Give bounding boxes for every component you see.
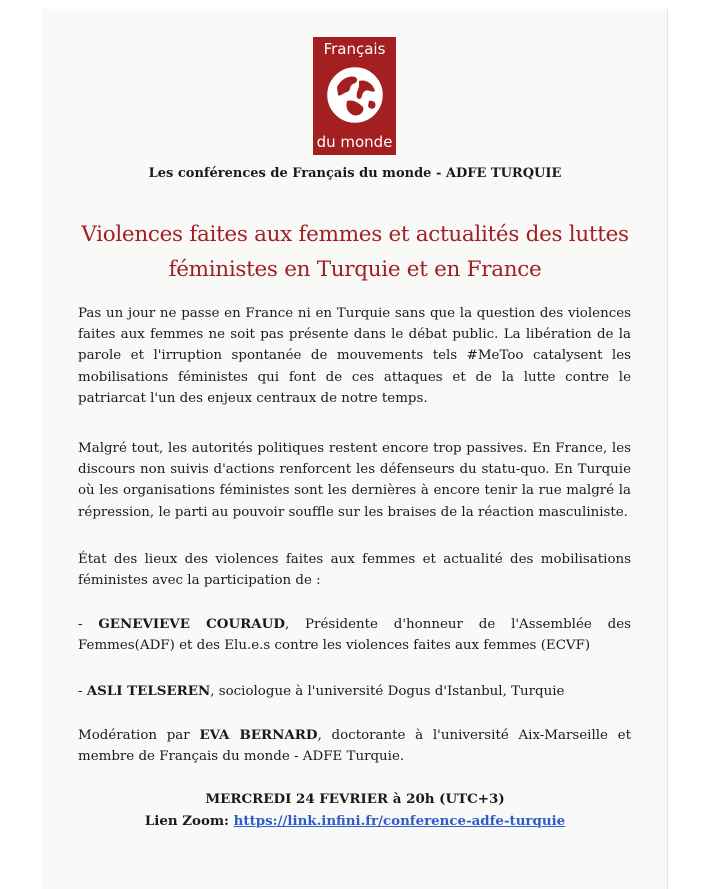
intro-paragraph: Pas un jour ne passe en France ni en Turquie sans que la question des violences faites aux femmes ne soit pas présente dans le débat public. La libération de la parole et l'irruption spontanée de mouvements tels #MeToo catalysent les mobilisations féministes qui font de ces attaques et de la lutte contre le patriarcat l'un des enjeux centraux de notre temps. xyxy=(78,306,631,406)
speaker-entry xyxy=(78,614,631,656)
zoom-line xyxy=(42,813,668,829)
speaker-name: ASLI TELSEREN xyxy=(86,683,211,699)
context-paragraph: Malgré tout, les autorités politiques restent encore trop passives. En France, les discours non suivis d'actions renforcent les défenseurs du statu-quo. En Turquie où les organisations féministes sont les dernières à encore tenir la rue malgré la répression, le parti au pouvoir souffle sur les braises de la réaction masculiniste. xyxy=(78,441,631,520)
moderation-prefix: Modération par xyxy=(78,728,200,743)
speaker-bullet: - xyxy=(78,617,99,632)
moderator-name: EVA BERNARD xyxy=(199,727,318,743)
speaker-entry xyxy=(78,681,631,702)
moderation-paragraph xyxy=(78,725,631,767)
logo-text-bottom: du monde xyxy=(316,133,393,151)
conference-series-heading: Les conférences de Français du monde - ADFE TURQUIE xyxy=(148,166,562,181)
document-page xyxy=(42,9,668,889)
page-title xyxy=(62,217,648,287)
speaker-name: GENEVIEVE COURAUD xyxy=(98,616,285,632)
logo-text-top: Français xyxy=(323,40,386,58)
speaker-bullet: - xyxy=(78,684,87,699)
globe-icon xyxy=(325,65,385,125)
zoom-label: Lien Zoom: xyxy=(144,813,234,829)
event-date: MERCREDI 24 FEVRIER à 20h (UTC+3) xyxy=(205,791,505,807)
zoom-link[interactable]: https://link.infini.fr/conference-adfe-turquie xyxy=(233,813,566,829)
moderator-description: , doctorante à l'université Aix-Marseille et membre de Français du monde - ADFE Turquie. xyxy=(78,728,631,765)
speaker-description: , sociologue à l'université Dogus d'Istanbul, Turquie xyxy=(210,684,565,699)
francais-du-monde-logo xyxy=(313,37,396,155)
title-line-1: Violences faites aux femmes et actualités des luttes xyxy=(81,222,629,247)
speaker-description: , Présidente d'honneur de l'Assemblée des Femmes(ADF) et des Elu.e.s contre les violences faites aux femmes (ECVF) xyxy=(78,617,631,654)
participants-intro: État des lieux des violences faites aux femmes et actualité des mobilisations féministes avec la participation de : xyxy=(78,552,631,589)
title-line-2: féministes en Turquie et en France xyxy=(168,257,542,282)
